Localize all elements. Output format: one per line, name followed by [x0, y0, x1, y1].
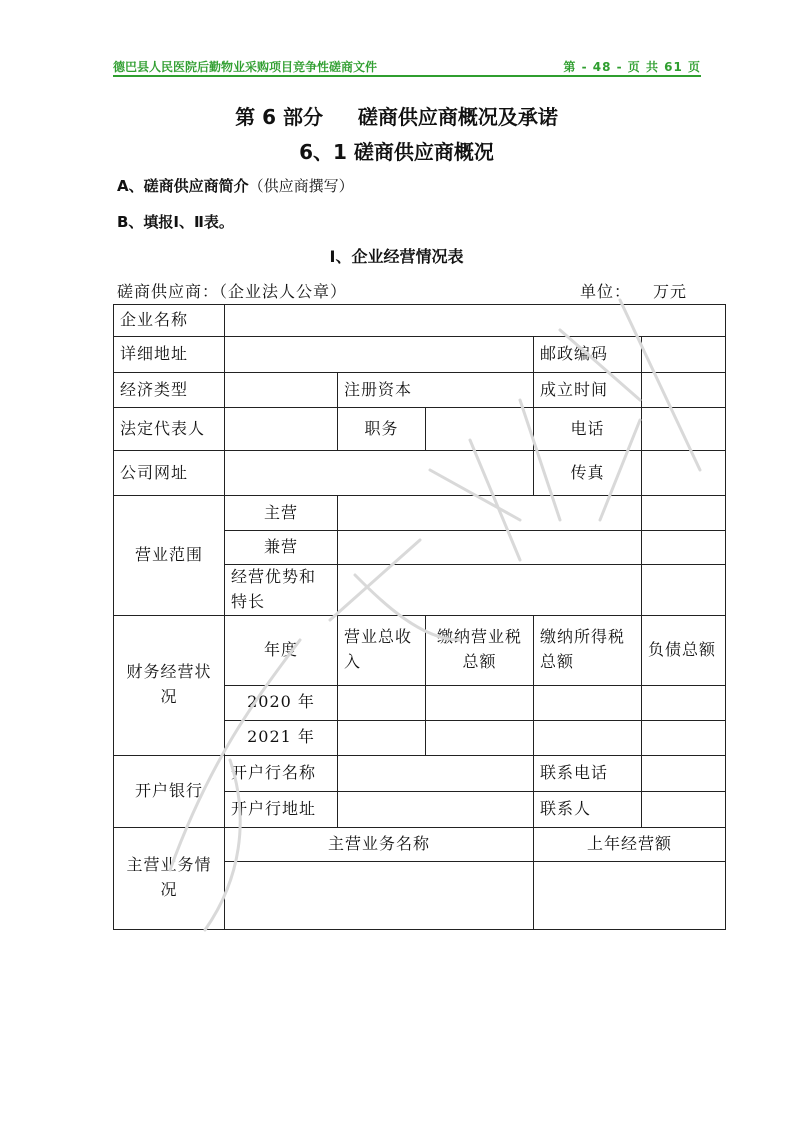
label-side-business: 兼营 — [225, 531, 338, 565]
label-bank-address: 开户行地址 — [225, 791, 338, 827]
economic-type-field[interactable] — [225, 373, 338, 408]
label-finance: 财务经营状况 — [114, 615, 225, 755]
advantages-extra[interactable] — [642, 565, 726, 616]
table-title: Ⅰ、企业经营情况表 — [329, 247, 464, 266]
contact-person-field[interactable] — [642, 791, 726, 827]
enterprise-info-table — [113, 304, 726, 930]
revenue-2021[interactable] — [338, 720, 426, 755]
label-year: 年度 — [225, 615, 338, 685]
section-title: 6、1 磋商供应商概况 — [299, 140, 494, 164]
header-divider — [113, 75, 701, 77]
income-tax-2020[interactable] — [534, 685, 642, 720]
fax-field[interactable] — [642, 451, 726, 496]
label-postcode: 邮政编码 — [534, 337, 642, 373]
label-business-scope: 营业范围 — [114, 496, 225, 616]
established-field[interactable] — [642, 373, 726, 408]
supplier-line: 磋商供应商：（企业法人公章） — [117, 282, 348, 301]
bank-address-field[interactable] — [338, 791, 534, 827]
label-position: 职务 — [338, 408, 426, 451]
label-main-business: 主营 — [225, 496, 338, 531]
business-tax-2021[interactable] — [426, 720, 534, 755]
label-business-tax: 缴纳营业税总额 — [426, 615, 534, 685]
label-last-year-turnover: 上年经营额 — [534, 827, 726, 861]
label-economic-type: 经济类型 — [114, 373, 225, 408]
legal-rep-field[interactable] — [225, 408, 338, 451]
label-address: 详细地址 — [114, 337, 225, 373]
unit-line — [580, 279, 687, 302]
label-year-2021: 2021 年 — [225, 720, 338, 755]
label-registered-capital — [338, 373, 534, 408]
position-field[interactable] — [426, 408, 534, 451]
label-legal-rep: 法定代表人 — [114, 408, 225, 451]
main-business-extra[interactable] — [642, 496, 726, 531]
document-title-header: 德巴县人民医院后勤物业采购项目竞争性磋商文件 — [113, 60, 378, 74]
phone-field[interactable] — [642, 408, 726, 451]
label-main-business-name: 主营业务名称 — [225, 827, 534, 861]
label-bank-name: 开户行名称 — [225, 755, 338, 791]
label-year-2020: 2020 年 — [225, 685, 338, 720]
label-main-business-status: 主营业务情况 — [114, 827, 225, 929]
liabilities-2021[interactable] — [642, 720, 726, 755]
company-name-field[interactable] — [225, 305, 726, 337]
label-liabilities: 负债总额 — [642, 615, 726, 685]
label-phone: 电话 — [534, 408, 642, 451]
label-bank: 开户银行 — [114, 755, 225, 827]
website-field[interactable] — [225, 451, 534, 496]
label-website: 公司网址 — [114, 451, 225, 496]
label-contact-phone: 联系电话 — [534, 755, 642, 791]
label-income-tax: 缴纳所得税总额 — [534, 615, 642, 685]
postcode-field[interactable] — [642, 337, 726, 373]
side-business-field[interactable] — [338, 531, 642, 565]
intro-line-b: B、填报Ⅰ、Ⅱ表。 — [117, 213, 234, 231]
label-advantages: 经营优势和特长 — [225, 565, 338, 616]
page-number: 第 - 48 - 页 共 61 页 — [563, 60, 701, 74]
revenue-2020[interactable] — [338, 685, 426, 720]
intro-a-note: （供应商撰写） — [248, 177, 354, 195]
main-business-name-field[interactable] — [225, 861, 534, 929]
registered-capital-text: 注册资本 — [344, 379, 413, 399]
intro-line-a — [117, 175, 354, 196]
bank-name-field[interactable] — [338, 755, 534, 791]
part-title: 第 6 部分 磋商供应商概况及承诺 — [235, 105, 558, 129]
liabilities-2020[interactable] — [642, 685, 726, 720]
label-revenue: 营业总收入 — [338, 615, 426, 685]
unit-label: 单位： — [580, 282, 632, 301]
contact-phone-field[interactable] — [642, 755, 726, 791]
business-tax-2020[interactable] — [426, 685, 534, 720]
label-fax: 传真 — [534, 451, 642, 496]
label-contact-person: 联系人 — [534, 791, 642, 827]
address-field[interactable] — [225, 337, 534, 373]
label-established: 成立时间 — [534, 373, 642, 408]
advantages-field[interactable] — [338, 565, 642, 616]
label-company-name: 企业名称 — [114, 305, 225, 337]
last-year-turnover-field[interactable] — [534, 861, 726, 929]
main-business-field[interactable] — [338, 496, 642, 531]
income-tax-2021[interactable] — [534, 720, 642, 755]
intro-a-heading: A、磋商供应商简介 — [117, 177, 249, 195]
unit-value: 万元 — [653, 282, 688, 301]
side-business-extra[interactable] — [642, 531, 726, 565]
page-header — [113, 58, 701, 74]
